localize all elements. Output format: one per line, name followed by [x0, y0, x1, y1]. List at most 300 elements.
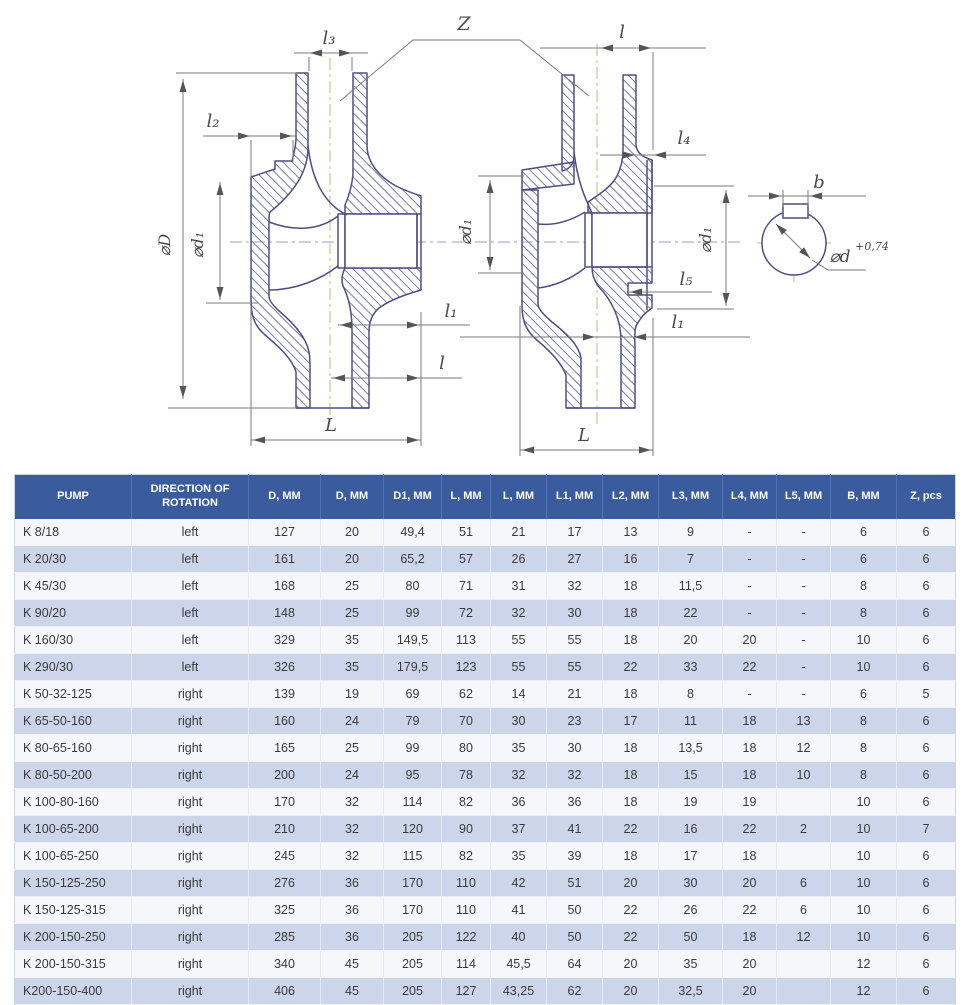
table-cell: 12 [777, 735, 831, 762]
table-cell: 32 [491, 600, 547, 627]
table-row [15, 654, 956, 681]
table-cell: 18 [723, 735, 777, 762]
table-cell: 12 [777, 924, 831, 951]
table-cell: right [132, 924, 249, 951]
table-cell: 18 [603, 573, 659, 600]
table-cell: 18 [723, 762, 777, 789]
table-cell: 122 [442, 924, 491, 951]
table-cell: 36 [321, 897, 384, 924]
pump-cell: K 100-65-250 [15, 843, 132, 870]
label-l5: l₅ [679, 269, 693, 290]
col-header-b: B, MM [831, 475, 897, 520]
table-cell: - [723, 681, 777, 708]
pump-cell: K 200-150-315 [15, 951, 132, 978]
table-cell: left [132, 573, 249, 600]
table-cell: 5 [897, 681, 956, 708]
table-cell: 19 [723, 789, 777, 816]
table-cell: 20 [603, 870, 659, 897]
col-header-pump: PUMP [15, 475, 132, 520]
table-cell: 12 [831, 978, 897, 1005]
table-cell: 32 [491, 762, 547, 789]
col-header-l: L, MM [491, 475, 547, 520]
table-cell: 62 [547, 978, 603, 1005]
table-cell: 35 [321, 654, 384, 681]
table-cell: 20 [603, 978, 659, 1005]
table-cell: 80 [442, 735, 491, 762]
table-row [15, 870, 956, 897]
label-phi-D: ⌀D [155, 233, 174, 257]
label-l1-right: l₁ [671, 312, 685, 333]
pump-cell: K200-150-400 [15, 978, 132, 1005]
table-cell [777, 978, 831, 1005]
table-cell: 110 [442, 870, 491, 897]
table-cell: 406 [249, 978, 321, 1005]
table-cell: 329 [249, 627, 321, 654]
label-l-left: l [439, 353, 445, 374]
label-l4: l₄ [677, 128, 691, 149]
pump-cell: K 200-150-250 [15, 924, 132, 951]
table-cell: 80 [384, 573, 442, 600]
table-cell: right [132, 816, 249, 843]
table-cell: 6 [897, 627, 956, 654]
table-row [15, 681, 956, 708]
table-cell: 45 [321, 978, 384, 1005]
table-cell: 36 [547, 789, 603, 816]
table-cell: 35 [491, 735, 547, 762]
table-cell: 35 [321, 627, 384, 654]
table-cell: right [132, 681, 249, 708]
table-cell: 40 [491, 924, 547, 951]
table-cell: 326 [249, 654, 321, 681]
table-cell: 99 [384, 600, 442, 627]
table-cell: 35 [491, 843, 547, 870]
table-cell: 50 [547, 924, 603, 951]
table-cell: 36 [321, 870, 384, 897]
table-cell [777, 951, 831, 978]
label-l2: l₂ [206, 111, 220, 132]
table-cell: 8 [831, 573, 897, 600]
col-header-l5: L5, MM [777, 475, 831, 520]
table-cell: 82 [442, 843, 491, 870]
table-cell: 45,5 [491, 951, 547, 978]
table-cell: 21 [491, 519, 547, 546]
table-cell: 8 [659, 681, 723, 708]
table-cell: right [132, 762, 249, 789]
col-header-l4: L4, MM [723, 475, 777, 520]
left-impeller-section [251, 73, 421, 408]
pump-cell: K 100-80-160 [15, 789, 132, 816]
table-cell: 64 [547, 951, 603, 978]
table-cell [777, 789, 831, 816]
table-cell: 6 [897, 762, 956, 789]
table-cell: 148 [249, 600, 321, 627]
col-header-rotation: DIRECTION OF ROTATION [132, 475, 249, 520]
table-cell: - [723, 546, 777, 573]
table-cell: 127 [249, 519, 321, 546]
table-cell: 32,5 [659, 978, 723, 1005]
table-cell: 6 [897, 951, 956, 978]
table-header [15, 475, 956, 520]
label-l-right: l [619, 22, 625, 43]
table-cell: 62 [442, 681, 491, 708]
table-cell: 127 [442, 978, 491, 1005]
impeller-drawing [0, 0, 969, 472]
table-cell: left [132, 546, 249, 573]
table-cell: 22 [723, 816, 777, 843]
table-cell: 32 [547, 762, 603, 789]
table-cell: 17 [547, 519, 603, 546]
table-cell: 11,5 [659, 573, 723, 600]
table-cell: 170 [384, 897, 442, 924]
table-cell [777, 843, 831, 870]
table-cell: 19 [321, 681, 384, 708]
table-cell: 18 [603, 600, 659, 627]
table-cell: 55 [491, 627, 547, 654]
table-cell: 18 [603, 735, 659, 762]
table-cell: 6 [897, 897, 956, 924]
table-cell: 51 [442, 519, 491, 546]
table-cell: 11 [659, 708, 723, 735]
table-cell: 205 [384, 978, 442, 1005]
table-cell: 30 [547, 600, 603, 627]
table-cell: left [132, 519, 249, 546]
pump-cell: K 160/30 [15, 627, 132, 654]
table-cell: 50 [659, 924, 723, 951]
col-header-L: L, MM [442, 475, 491, 520]
table-cell: 139 [249, 681, 321, 708]
table-cell: 32 [547, 573, 603, 600]
dimension-lines [168, 40, 866, 456]
table-cell: 22 [723, 897, 777, 924]
table-cell: 9 [659, 519, 723, 546]
table-row [15, 897, 956, 924]
table-cell: 30 [491, 708, 547, 735]
table-cell: 245 [249, 843, 321, 870]
label-phi-d1-right-inner: ⌀d₁ [456, 218, 475, 246]
table-cell: 8 [831, 735, 897, 762]
table-row [15, 600, 956, 627]
table-cell: 8 [831, 762, 897, 789]
table-cell: 18 [603, 762, 659, 789]
table-cell: 6 [897, 708, 956, 735]
table-cell: 10 [777, 762, 831, 789]
col-header-d2: D, MM [321, 475, 384, 520]
table-cell: 210 [249, 816, 321, 843]
col-header-l3: L3, MM [659, 475, 723, 520]
table-cell: 10 [831, 897, 897, 924]
dimension-table [14, 474, 956, 1005]
label-phi-d: ⌀d [829, 247, 851, 267]
table-cell: 10 [831, 843, 897, 870]
table-cell: 13 [603, 519, 659, 546]
table-cell: 110 [442, 897, 491, 924]
table-cell: 6 [897, 870, 956, 897]
table-cell: 170 [384, 870, 442, 897]
table-cell: - [777, 627, 831, 654]
table-cell: 276 [249, 870, 321, 897]
table-cell: right [132, 897, 249, 924]
table-cell: - [777, 600, 831, 627]
table-cell: 45 [321, 951, 384, 978]
table-cell: 39 [547, 843, 603, 870]
table-cell: 20 [723, 978, 777, 1005]
table-cell: 20 [723, 627, 777, 654]
table-row [15, 951, 956, 978]
table-row [15, 546, 956, 573]
table-row [15, 843, 956, 870]
table-cell: 285 [249, 924, 321, 951]
table-cell: 30 [547, 735, 603, 762]
col-header-d: D, MM [249, 475, 321, 520]
table-cell: 168 [249, 573, 321, 600]
table-cell: 6 [897, 924, 956, 951]
table-cell: 20 [321, 519, 384, 546]
table-cell: 6 [897, 600, 956, 627]
table-row [15, 816, 956, 843]
table-cell: 2 [777, 816, 831, 843]
pump-cell: K 65-50-160 [15, 708, 132, 735]
table-cell: left [132, 627, 249, 654]
shaft-bore-detail [762, 204, 826, 275]
table-cell: 18 [723, 708, 777, 735]
table-cell: 41 [547, 816, 603, 843]
label-b: b [813, 172, 825, 193]
table-cell: 165 [249, 735, 321, 762]
table-cell: - [777, 681, 831, 708]
table-cell: 325 [249, 897, 321, 924]
table-row [15, 735, 956, 762]
pump-cell: K 45/30 [15, 573, 132, 600]
table-cell: 99 [384, 735, 442, 762]
table-cell: 41 [491, 897, 547, 924]
table-cell: 32 [321, 816, 384, 843]
table-cell: 6 [897, 843, 956, 870]
table-cell: 26 [659, 897, 723, 924]
table-cell: 170 [249, 789, 321, 816]
table-cell: 78 [442, 762, 491, 789]
table-cell: - [723, 600, 777, 627]
table-cell: 6 [831, 519, 897, 546]
label-z: Z [457, 13, 471, 35]
table-cell: 51 [547, 870, 603, 897]
table-cell: 30 [659, 870, 723, 897]
table-cell: 23 [547, 708, 603, 735]
table-cell: 55 [491, 654, 547, 681]
table-cell: 33 [659, 654, 723, 681]
table-cell: 25 [321, 735, 384, 762]
table-cell: 50 [547, 897, 603, 924]
table-cell: 113 [442, 627, 491, 654]
table-cell: 6 [897, 789, 956, 816]
table-cell: 22 [603, 654, 659, 681]
table-cell: 179,5 [384, 654, 442, 681]
table-cell: 43,25 [491, 978, 547, 1005]
table-cell: 120 [384, 816, 442, 843]
pump-cell: K 20/30 [15, 546, 132, 573]
table-cell: 340 [249, 951, 321, 978]
table-cell: 18 [723, 843, 777, 870]
table-cell: 12 [831, 951, 897, 978]
table-cell: - [777, 546, 831, 573]
table-cell: 6 [831, 681, 897, 708]
table-cell: 8 [831, 600, 897, 627]
table-cell: 20 [321, 546, 384, 573]
table-cell: 79 [384, 708, 442, 735]
table-cell: 72 [442, 600, 491, 627]
label-l1-left: l₁ [444, 301, 458, 322]
table-cell: 6 [897, 519, 956, 546]
table-cell: 6 [897, 546, 956, 573]
table-cell: 10 [831, 870, 897, 897]
table-cell: 160 [249, 708, 321, 735]
table-cell: 82 [442, 789, 491, 816]
table-cell: 32 [321, 843, 384, 870]
table-cell: 205 [384, 951, 442, 978]
table-cell: 65,2 [384, 546, 442, 573]
table-cell: 35 [659, 951, 723, 978]
label-L-right: L [578, 425, 590, 446]
pump-cell: K 90/20 [15, 600, 132, 627]
pump-cell: K 150-125-250 [15, 870, 132, 897]
table-cell: 22 [723, 654, 777, 681]
pump-cell: K 100-65-200 [15, 816, 132, 843]
table-cell: right [132, 735, 249, 762]
col-header-z: Z, pcs [897, 475, 956, 520]
table-cell: 18 [603, 627, 659, 654]
table-cell: - [777, 573, 831, 600]
table-cell: 20 [723, 870, 777, 897]
table-cell: 19 [659, 789, 723, 816]
table-cell: 7 [659, 546, 723, 573]
table-cell: 55 [547, 627, 603, 654]
table-cell: 6 [777, 897, 831, 924]
table-cell: right [132, 978, 249, 1005]
label-l3: l₃ [322, 28, 336, 49]
table-cell: 24 [321, 762, 384, 789]
table-cell: 22 [659, 600, 723, 627]
table-cell: 114 [384, 789, 442, 816]
table-cell: 6 [897, 573, 956, 600]
table-cell: - [777, 519, 831, 546]
table-cell: 13 [777, 708, 831, 735]
pump-cell: K 8/18 [15, 519, 132, 546]
table-body [15, 519, 956, 1005]
pump-cell: K 50-32-125 [15, 681, 132, 708]
table-cell: 70 [442, 708, 491, 735]
table-cell: 7 [897, 816, 956, 843]
table-cell: 16 [603, 546, 659, 573]
label-phi-d1-right-outer: ⌀d₁ [696, 226, 715, 254]
table-cell: 90 [442, 816, 491, 843]
table-cell: 6 [897, 735, 956, 762]
pump-cell: K 80-50-200 [15, 762, 132, 789]
col-header-d1: D1, MM [384, 475, 442, 520]
col-header-l2: L2, MM [603, 475, 659, 520]
table-row [15, 627, 956, 654]
table-cell: 36 [321, 924, 384, 951]
table-cell: 55 [547, 654, 603, 681]
table-cell: - [777, 654, 831, 681]
table-cell: 6 [897, 978, 956, 1005]
table-cell: 26 [491, 546, 547, 573]
table-cell: 16 [659, 816, 723, 843]
table-cell: 200 [249, 762, 321, 789]
table-cell: 18 [603, 843, 659, 870]
dimension-table-wrap [14, 474, 955, 1005]
table-cell: right [132, 870, 249, 897]
label-phi-d1-left: ⌀d₁ [188, 231, 207, 259]
table-cell: 8 [831, 708, 897, 735]
pump-cell: K 290/30 [15, 654, 132, 681]
table-cell: 20 [723, 951, 777, 978]
table-cell: 123 [442, 654, 491, 681]
table-cell: 25 [321, 573, 384, 600]
table-cell: 161 [249, 546, 321, 573]
table-cell: 69 [384, 681, 442, 708]
table-cell: right [132, 708, 249, 735]
table-cell: 6 [777, 870, 831, 897]
table-cell: 21 [547, 681, 603, 708]
table-cell: 114 [442, 951, 491, 978]
table-cell: right [132, 843, 249, 870]
table-cell: 49,4 [384, 519, 442, 546]
table-cell: 10 [831, 924, 897, 951]
table-cell: 13,5 [659, 735, 723, 762]
table-cell: 71 [442, 573, 491, 600]
table-row [15, 519, 956, 546]
table-cell: 149,5 [384, 627, 442, 654]
table-cell: left [132, 654, 249, 681]
table-cell: 10 [831, 627, 897, 654]
table-row [15, 573, 956, 600]
table-row [15, 789, 956, 816]
table-cell: 15 [659, 762, 723, 789]
table-cell: 22 [603, 897, 659, 924]
table-cell: 115 [384, 843, 442, 870]
table-cell: 24 [321, 708, 384, 735]
table-cell: 17 [603, 708, 659, 735]
table-cell: 10 [831, 816, 897, 843]
pump-cell: K 150-125-315 [15, 897, 132, 924]
table-cell: 6 [897, 654, 956, 681]
table-cell: right [132, 951, 249, 978]
table-cell: - [723, 519, 777, 546]
table-cell: 14 [491, 681, 547, 708]
table-row [15, 978, 956, 1005]
pump-cell: K 80-65-160 [15, 735, 132, 762]
table-row [15, 762, 956, 789]
table-cell: 18 [603, 681, 659, 708]
table-cell: 37 [491, 816, 547, 843]
table-cell: 6 [831, 546, 897, 573]
table-cell: 20 [603, 951, 659, 978]
table-cell: left [132, 600, 249, 627]
table-cell: right [132, 789, 249, 816]
table-cell: 42 [491, 870, 547, 897]
table-cell: 22 [603, 816, 659, 843]
table-cell: 31 [491, 573, 547, 600]
label-L-left: L [325, 415, 337, 436]
right-impeller-section [522, 75, 652, 408]
table-row [15, 924, 956, 951]
label-phi-d-tolerance: +0,74 [855, 240, 889, 253]
table-cell: - [723, 573, 777, 600]
table-cell: 36 [491, 789, 547, 816]
table-cell: 18 [603, 789, 659, 816]
table-cell: 95 [384, 762, 442, 789]
table-cell: 17 [659, 843, 723, 870]
table-cell: 20 [659, 627, 723, 654]
